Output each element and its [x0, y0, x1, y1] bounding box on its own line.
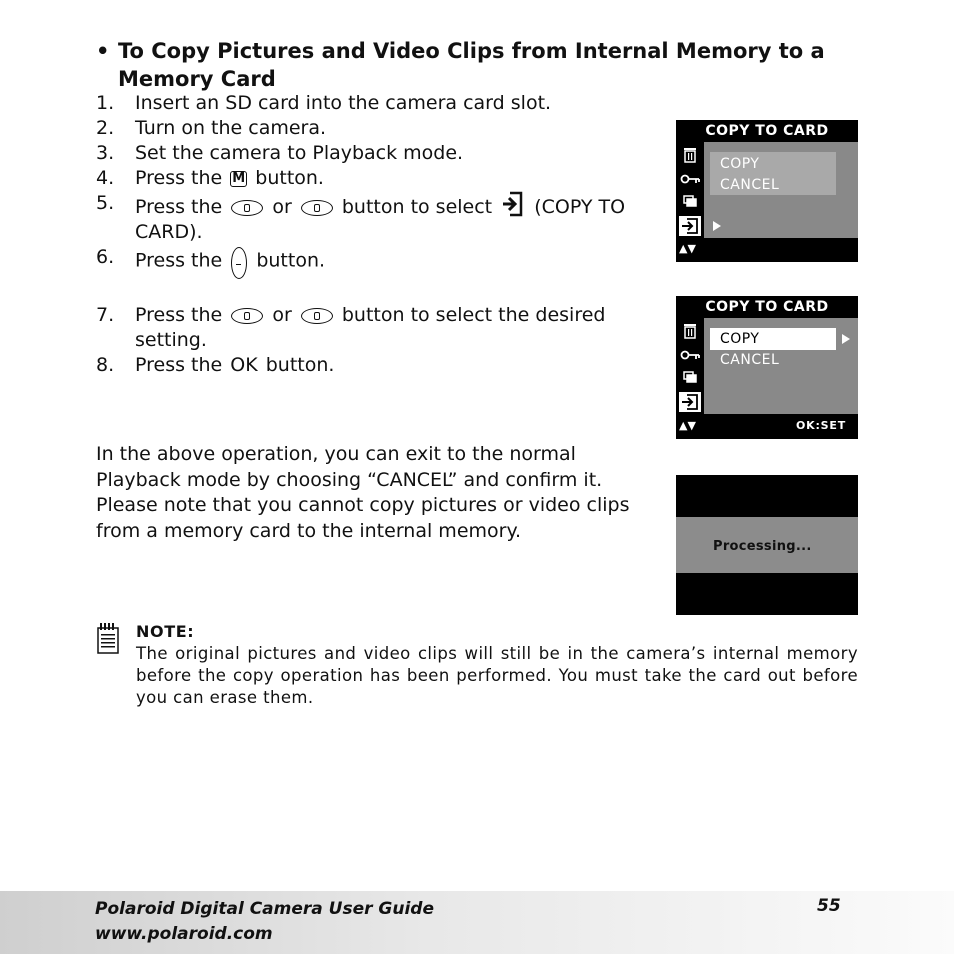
step-text: Press the — [135, 304, 223, 326]
menu-item-copy[interactable]: COPY — [720, 331, 760, 347]
copy-stack-icon — [684, 196, 696, 206]
ok-set-label: OK:SET — [795, 419, 846, 432]
key-icon — [682, 176, 700, 184]
step-text: Press the — [135, 249, 223, 272]
step-number: 3. — [96, 142, 115, 164]
step-5 — [96, 191, 666, 245]
step-text: Insert an SD card into the camera card slot. — [135, 92, 552, 114]
right-arrow-icon — [712, 220, 722, 232]
step-text: or — [272, 196, 292, 218]
step-text: button to select — [341, 196, 493, 218]
copy-to-card-icon — [501, 191, 525, 217]
step-number: 7. — [96, 304, 115, 326]
processing-text: Processing... — [713, 539, 812, 554]
menu-item-cancel[interactable]: CANCEL — [720, 352, 780, 368]
step-3 — [96, 141, 666, 166]
screen-side-icons — [676, 318, 704, 414]
section-heading — [96, 37, 856, 93]
note-title: NOTE: — [136, 622, 195, 641]
camera-screen-processing — [676, 475, 858, 615]
down-button-icon — [231, 247, 247, 279]
screen-footer — [676, 414, 858, 436]
step-text: button to select the desired setting. — [135, 304, 606, 351]
step-text: Press the — [135, 354, 223, 376]
camera-screen-copy-to-card-2 — [676, 296, 858, 439]
menu-button-icon: M — [232, 171, 246, 186]
step-2 — [96, 116, 666, 141]
page-number: 55 — [817, 896, 841, 916]
side-menu-icons — [676, 142, 704, 238]
step-6 — [96, 245, 666, 277]
right-button-icon — [301, 200, 333, 216]
trash-icon — [684, 324, 696, 338]
step-text: Press the — [135, 196, 223, 218]
menu-item-copy[interactable]: COPY — [720, 156, 760, 172]
step-text: button. — [265, 354, 335, 376]
step-number: 5. — [96, 192, 115, 214]
step-8 — [96, 353, 666, 378]
step-text: or — [272, 304, 292, 326]
step-text: button. — [255, 167, 324, 189]
key-icon — [682, 352, 700, 360]
nav-arrows-icon: ▲▼ — [679, 242, 696, 255]
side-menu-icons — [676, 318, 704, 414]
step-number: 2. — [96, 117, 115, 139]
notepad-icon — [96, 622, 120, 654]
left-button-icon — [231, 308, 263, 324]
step-text: Turn on the camera. — [135, 117, 327, 139]
screen-body — [676, 142, 858, 238]
step-7 — [96, 303, 666, 353]
screen-body — [676, 318, 858, 414]
footer-guide-title: Polaroid Digital Camera User Guide — [95, 899, 434, 919]
copy-to-card-selected-icon — [679, 392, 701, 412]
menu-item-cancel[interactable]: CANCEL — [720, 177, 780, 193]
copy-stack-icon — [684, 372, 696, 382]
copy-to-card-selected-icon — [679, 216, 701, 236]
nav-arrows-icon: ▲▼ — [679, 419, 696, 432]
screen-side-icons — [676, 142, 704, 238]
right-arrow-icon — [841, 333, 851, 345]
screen-title: COPY TO CARD — [705, 299, 829, 315]
screen-title: COPY TO CARD — [705, 123, 829, 139]
heading-text: To Copy Pictures and Video Clips from Internal Memory to a Memory Card — [118, 39, 825, 91]
step-text: button. — [256, 249, 326, 272]
heading-bullet: • — [96, 39, 110, 63]
step-text: Set the camera to Playback mode. — [135, 142, 464, 164]
step-text: Press the — [135, 167, 223, 189]
info-paragraph: In the above operation, you can exit to the normal Playback mode by choosing “CANCEL” and confirm it. Please note that you cannot copy pictures or video clips from a memory card to the internal memory. — [96, 443, 630, 542]
step-4 — [96, 166, 666, 191]
step-number: 4. — [96, 167, 115, 189]
step-text: (COPY TO CARD). — [135, 196, 626, 243]
note-text: The original pictures and video clips will still be in the camera’s internal memory before the copy operation has been performed. You must take the card out before you can erase them. — [136, 644, 858, 707]
ok-button-icon: OK — [230, 354, 258, 376]
steps-list — [96, 91, 666, 378]
step-number: 6. — [96, 246, 115, 268]
camera-screen-copy-to-card-1 — [676, 120, 858, 262]
left-button-icon — [231, 200, 263, 216]
footer-url: www.polaroid.com — [95, 924, 273, 944]
processing-band — [676, 517, 858, 573]
step-1 — [96, 91, 666, 116]
step-number: 1. — [96, 92, 115, 114]
trash-icon — [684, 148, 696, 162]
screen-footer — [676, 238, 858, 260]
step-number: 8. — [96, 354, 115, 376]
right-button-icon — [301, 308, 333, 324]
page-footer — [0, 891, 954, 954]
